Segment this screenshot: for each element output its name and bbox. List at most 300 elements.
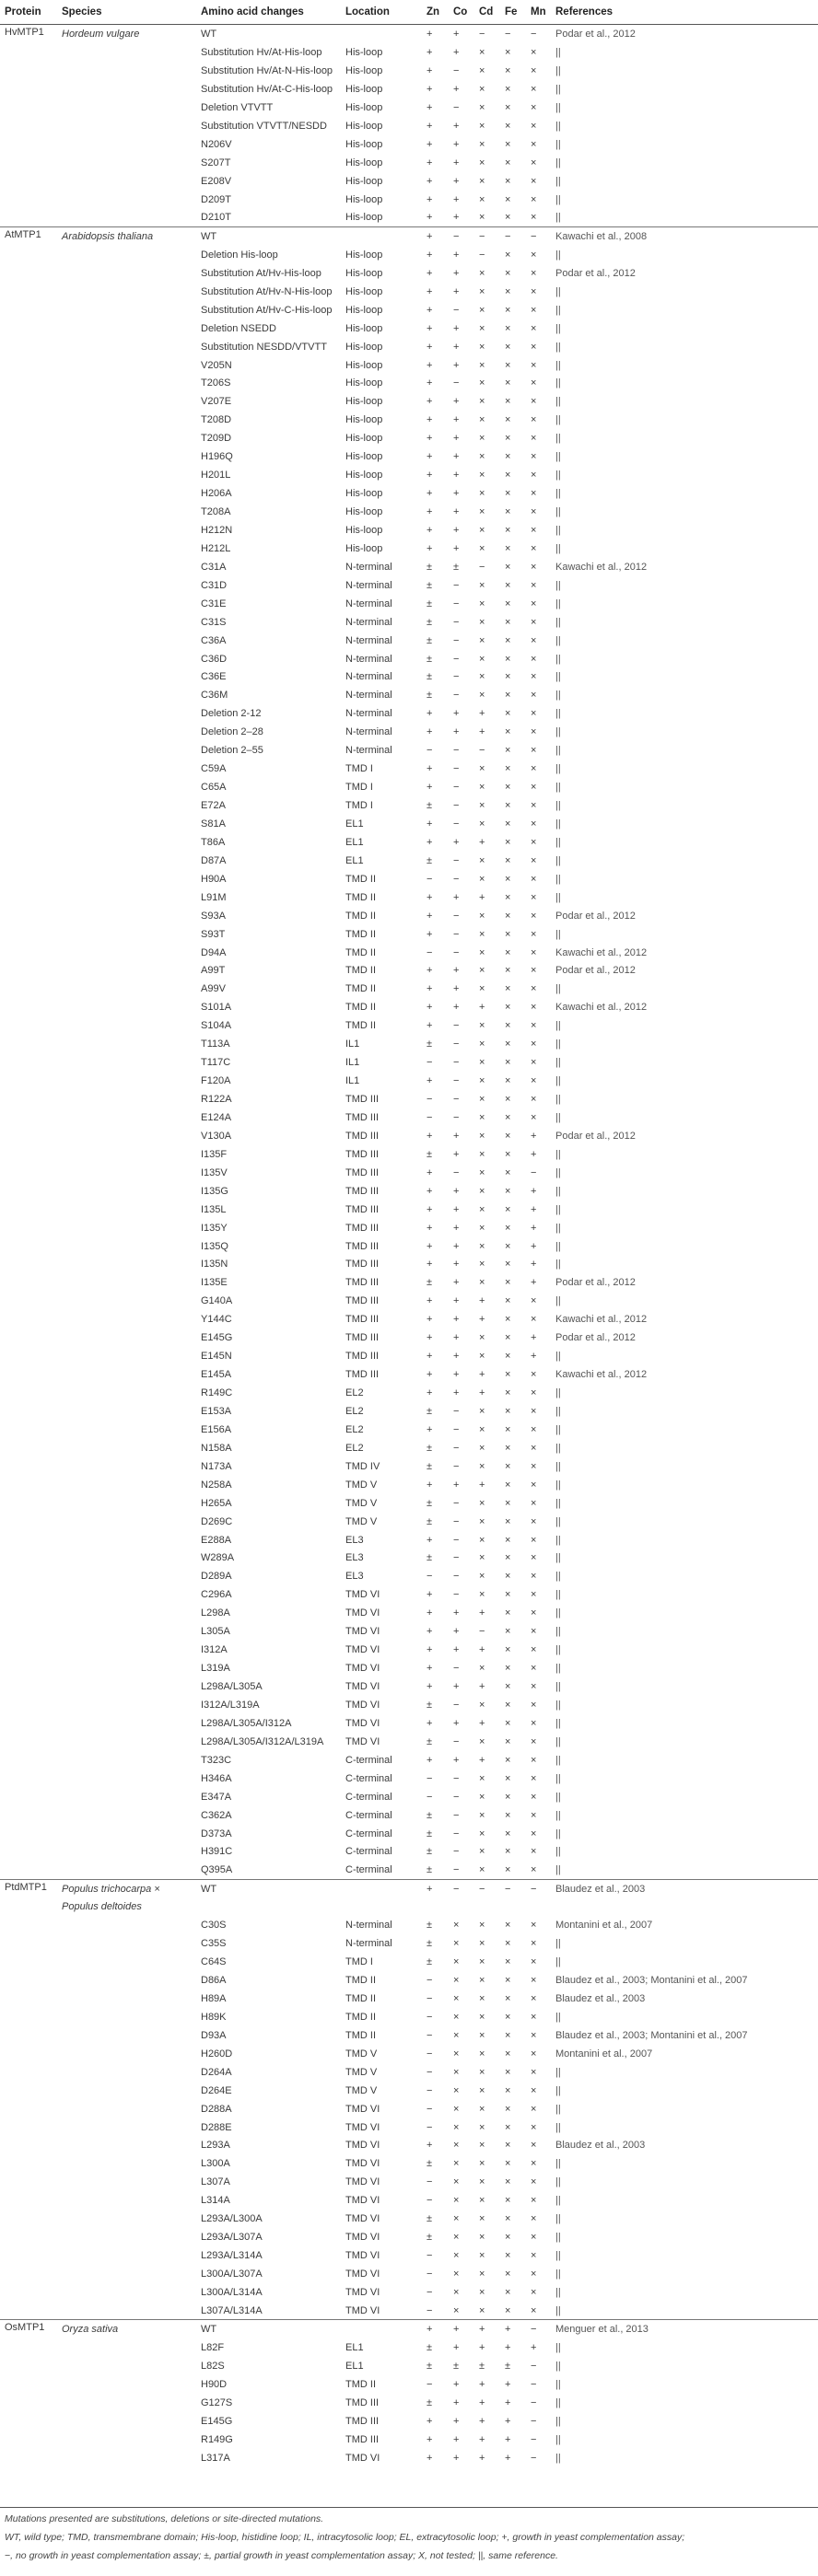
zn-cell: − (427, 1571, 433, 1583)
amino-acid-change-cell: Substitution Hv/At-His-loop (201, 47, 322, 58)
fe-cell: × (505, 561, 511, 573)
reference-cell: || (555, 1185, 561, 1197)
co-cell: + (453, 341, 460, 353)
cd-cell: × (479, 2103, 485, 2115)
mn-cell: × (531, 1846, 537, 1858)
protein-cell (0, 99, 57, 117)
mn-cell: × (531, 579, 537, 591)
protein-cell (0, 1219, 57, 1237)
species-cell (57, 1347, 196, 1365)
amino-acid-change-cell: H346A (201, 1772, 232, 1784)
table-row (0, 2082, 818, 2100)
location-cell: His-loop (345, 120, 383, 132)
mn-cell: × (531, 928, 537, 940)
species-cell (57, 2375, 196, 2394)
co-cell: × (453, 2011, 460, 2023)
species-cell (57, 796, 196, 815)
fe-cell: + (505, 2416, 511, 2428)
location-cell: TMD V (345, 1479, 378, 1491)
amino-acid-change-cell: L314A (201, 2195, 230, 2207)
species-cell (57, 1237, 196, 1256)
table-row (0, 1273, 818, 1292)
location-cell: TMD V (345, 1515, 378, 1527)
fe-cell: − (499, 226, 525, 246)
species-cell (57, 1825, 196, 1843)
amino-acid-change-cell: D87A (201, 854, 227, 866)
mn-cell: × (531, 1369, 537, 1381)
zn-cell: + (427, 1130, 433, 1142)
table-row (0, 2136, 818, 2154)
cd-cell: × (479, 2232, 485, 2244)
reference-cell: Kawachi et al., 2008 (551, 226, 818, 246)
location-cell: TMD VI (345, 2213, 380, 2225)
table-row (0, 686, 818, 704)
location-cell: His-loop (345, 488, 383, 500)
cd-cell: × (479, 782, 485, 794)
location-cell: His-loop (345, 83, 383, 95)
mn-cell: × (531, 708, 537, 720)
species-cell (57, 1916, 196, 1934)
reference-cell: || (555, 726, 561, 738)
protein-cell (0, 1182, 57, 1201)
zn-cell: − (427, 2250, 433, 2262)
amino-acid-change-cell: Deletion 2–55 (201, 745, 263, 757)
location-cell (341, 2320, 421, 2339)
amino-acid-change-cell: L298A/L305A/I312A (201, 1717, 292, 1729)
table-row (0, 1053, 818, 1072)
co-cell: − (453, 745, 460, 757)
fe-cell: × (505, 83, 511, 95)
co-cell: − (453, 598, 460, 609)
co-cell: + (453, 175, 460, 187)
mn-cell: + (531, 1240, 537, 1252)
protein-cell (0, 2173, 57, 2191)
cd-cell: + (479, 2379, 485, 2391)
amino-acid-change-cell: H89A (201, 1992, 227, 2004)
mn-cell: × (531, 1920, 537, 1932)
location-cell (341, 1879, 421, 1897)
protein-cell (0, 1145, 57, 1164)
reference-cell: || (555, 212, 561, 224)
location-cell: N-terminal (345, 745, 392, 757)
location-cell: His-loop (345, 396, 383, 408)
table-row (0, 99, 818, 117)
protein-cell (0, 1733, 57, 1751)
table-row (0, 1347, 818, 1365)
zn-cell: ± (427, 1828, 433, 1839)
cd-cell: − (473, 226, 499, 246)
fe-cell: × (505, 1057, 511, 1069)
amino-acid-change-cell: C36A (201, 634, 227, 646)
amino-acid-change-cell: C36M (201, 690, 228, 702)
species-cell (57, 2026, 196, 2045)
fe-cell: × (505, 1332, 511, 1344)
protein-cell (0, 1842, 57, 1861)
reference-cell: Montanini et al., 2007 (555, 1920, 653, 1932)
mn-cell: × (531, 2250, 537, 2262)
location-cell: N-terminal (345, 561, 392, 573)
species-cell (57, 1788, 196, 1806)
cd-cell: × (479, 763, 485, 775)
location-cell (341, 1897, 421, 1916)
mn-cell: × (531, 2066, 537, 2078)
amino-acid-change-cell: S93A (201, 910, 226, 922)
cd-cell: × (479, 433, 485, 445)
protein-cell (0, 723, 57, 741)
reference-cell: || (555, 2176, 561, 2188)
species-cell (57, 907, 196, 925)
protein-cell (0, 1255, 57, 1273)
cd-cell: × (479, 1130, 485, 1142)
co-cell: × (453, 2084, 460, 2096)
amino-acid-change-cell: E153A (201, 1405, 232, 1417)
table-row (0, 1127, 818, 1145)
location-cell: N-terminal (345, 671, 392, 683)
species-cell (57, 1164, 196, 1182)
cd-cell: × (479, 470, 485, 482)
protein-cell (0, 429, 57, 447)
zn-cell: − (427, 2103, 433, 2115)
fe-cell: + (499, 2320, 525, 2339)
fe-cell: × (505, 891, 511, 903)
mn-cell: × (531, 1828, 537, 1839)
reference-cell: || (555, 2269, 561, 2280)
species-cell (57, 686, 196, 704)
cd-cell: × (479, 1809, 485, 1821)
cd-cell: × (479, 1075, 485, 1087)
location-cell: N-terminal (345, 690, 392, 702)
cd-cell: × (479, 1956, 485, 1968)
zn-cell: ± (427, 2158, 433, 2170)
amino-acid-change-cell: I135F (201, 1148, 228, 1160)
reference-cell: || (555, 285, 561, 297)
protein-cell (0, 2265, 57, 2283)
fe-cell: × (505, 1387, 511, 1398)
table-row (0, 833, 818, 852)
species-cell (57, 2431, 196, 2449)
location-cell: His-loop (345, 175, 383, 187)
fe-cell: × (505, 1405, 511, 1417)
location-cell: TMD V (345, 2084, 378, 2096)
location-cell: TMD III (345, 1094, 380, 1105)
species-cell (57, 2357, 196, 2375)
mn-cell: × (531, 1552, 537, 1564)
protein-cell (0, 208, 57, 226)
zn-cell: − (427, 1975, 433, 1986)
zn-cell: ± (427, 653, 433, 665)
protein-cell: HvMTP1 (5, 27, 44, 38)
table-row (0, 62, 818, 80)
location-cell: His-loop (345, 64, 383, 76)
species-cell (57, 1622, 196, 1641)
zn-cell: + (427, 818, 433, 830)
table-row (0, 1201, 818, 1219)
zn-cell: + (427, 101, 433, 113)
reference-cell: || (555, 451, 561, 463)
co-cell: − (453, 579, 460, 591)
fe-cell: − (505, 29, 511, 40)
table-row (0, 1934, 818, 1953)
amino-acid-change-cell: I135Y (201, 1222, 228, 1234)
table-row (0, 650, 818, 668)
table-row (0, 907, 818, 925)
protein-cell (0, 1659, 57, 1677)
zn-cell: + (427, 1332, 433, 1344)
species-cell (57, 301, 196, 319)
co-cell: × (453, 1938, 460, 1950)
species-cell (57, 319, 196, 338)
zn-cell: + (427, 396, 433, 408)
fe-cell: × (505, 414, 511, 426)
reference-cell: Kawachi et al., 2012 (555, 1314, 648, 1326)
species-cell (57, 1201, 196, 1219)
zn-cell: + (427, 1002, 433, 1014)
co-cell: − (453, 1828, 460, 1839)
table-row (0, 466, 818, 484)
reference-cell: Podar et al., 2012 (555, 29, 636, 40)
mn-cell: × (531, 983, 537, 995)
amino-acid-change-cell: H212L (201, 542, 231, 554)
table-row (0, 2008, 818, 2026)
fe-cell: × (505, 120, 511, 132)
mn-cell: × (531, 285, 537, 297)
co-cell: × (453, 2048, 460, 2060)
protein-cell (0, 2191, 57, 2210)
species-cell (57, 2008, 196, 2026)
amino-acid-change-cell: S104A (201, 1020, 232, 1032)
fe-cell: × (505, 1185, 511, 1197)
fe-cell: × (505, 1460, 511, 1472)
location-cell: TMD III (345, 1351, 380, 1363)
mn-cell: × (531, 1644, 537, 1656)
co-cell: − (453, 1039, 460, 1050)
protein-cell (0, 2431, 57, 2449)
species-cell (57, 429, 196, 447)
amino-acid-change-cell: L300A/L314A (201, 2286, 263, 2298)
fe-cell: × (505, 1552, 511, 1564)
species-cell (57, 1053, 196, 1072)
table-row (0, 1255, 818, 1273)
co-cell: − (453, 1663, 460, 1675)
mn-cell: × (531, 359, 537, 371)
mn-cell: × (531, 836, 537, 848)
protein-cell (0, 2026, 57, 2045)
protein-cell (0, 1825, 57, 1843)
amino-acid-change-cell: H212N (201, 524, 233, 536)
reference-cell: || (555, 782, 561, 794)
cd-cell: × (479, 341, 485, 353)
amino-acid-change-cell: T113A (201, 1039, 230, 1050)
amino-acid-change-cell: C296A (201, 1589, 232, 1601)
fe-cell: × (505, 2048, 511, 2060)
species-cell (57, 741, 196, 760)
amino-acid-change-cell: A99V (201, 983, 226, 995)
fe-cell: × (505, 2286, 511, 2298)
zn-cell: + (427, 1387, 433, 1398)
mn-cell: × (531, 1020, 537, 1032)
reference-cell: || (555, 763, 561, 775)
species-cell (57, 833, 196, 852)
location-cell: His-loop (345, 157, 383, 168)
protein-cell (0, 2154, 57, 2173)
reference-cell: || (555, 470, 561, 482)
fe-cell: × (505, 763, 511, 775)
protein-cell (0, 1531, 57, 1549)
co-cell: + (453, 451, 460, 463)
species-cell (57, 2045, 196, 2063)
species-cell (57, 1513, 196, 1531)
cd-cell: × (479, 2286, 485, 2298)
zn-cell: ± (427, 2397, 433, 2409)
cd-cell: + (479, 726, 485, 738)
mn-cell: × (531, 1992, 537, 2004)
co-cell: + (453, 2342, 460, 2354)
location-cell: TMD VI (345, 2158, 380, 2170)
zn-cell: + (427, 1020, 433, 1032)
mn-cell: × (531, 414, 537, 426)
fe-cell: × (505, 2140, 511, 2152)
protein-cell (0, 1476, 57, 1494)
reference-cell: || (555, 1809, 561, 1821)
co-cell: × (453, 2213, 460, 2225)
protein-cell (0, 80, 57, 99)
table-row (0, 2191, 818, 2210)
co-cell (448, 1897, 473, 1916)
zn-cell: ± (427, 1735, 433, 1747)
location-cell: TMD VI (345, 1644, 380, 1656)
zn-cell: ± (427, 1920, 433, 1932)
species-cell (57, 1953, 196, 1971)
fe-cell: × (505, 690, 511, 702)
amino-acid-change-cell: E145N (201, 1351, 232, 1363)
co-cell: × (453, 2140, 460, 2152)
fe-cell (499, 1897, 525, 1916)
protein-cell (0, 1567, 57, 1585)
cd-cell: + (479, 1607, 485, 1619)
reference-cell: || (555, 2361, 561, 2373)
reference-cell: || (555, 64, 561, 76)
location-cell: TMD III (345, 1314, 380, 1326)
zn-cell: − (427, 1094, 433, 1105)
mn-cell: × (531, 2176, 537, 2188)
table-row (0, 246, 818, 264)
co-cell: + (453, 267, 460, 279)
table-row (0, 2412, 818, 2431)
co-cell: − (453, 1735, 460, 1747)
mn-cell: + (531, 1148, 537, 1160)
location-cell: TMD III (345, 1259, 380, 1271)
reference-cell: || (555, 1828, 561, 1839)
mn-cell: × (531, 1772, 537, 1784)
amino-acid-change-cell: D264E (201, 2084, 232, 2096)
protein-cell (0, 1164, 57, 1182)
location-cell: N-terminal (345, 616, 392, 628)
species-cell (57, 1219, 196, 1237)
fe-cell: × (505, 634, 511, 646)
fe-cell: × (505, 341, 511, 353)
table-row (0, 998, 818, 1016)
reference-cell: || (555, 193, 561, 205)
table-row (0, 319, 818, 338)
reference-cell: || (555, 1020, 561, 1032)
zn-cell: + (427, 524, 433, 536)
species-cell (57, 208, 196, 226)
location-cell: EL1 (345, 854, 364, 866)
zn-cell: − (427, 2176, 433, 2188)
table-row (0, 1090, 818, 1108)
fe-cell: × (505, 579, 511, 591)
table-row (0, 191, 818, 209)
mn-cell: × (531, 1699, 537, 1711)
reference-cell: Blaudez et al., 2003; Montanini et al., 2007 (555, 1975, 748, 1986)
cd-cell: + (479, 2416, 485, 2428)
amino-acid-change-cell: D373A (201, 1828, 232, 1839)
table-row (0, 2100, 818, 2118)
mn-cell: × (531, 1589, 537, 1601)
amino-acid-change-cell: E347A (201, 1791, 232, 1803)
amino-acid-change-cell: H90A (201, 873, 227, 885)
reference-cell: || (555, 1111, 561, 1123)
reference-cell: || (555, 873, 561, 885)
co-cell: + (453, 433, 460, 445)
co-cell: − (453, 928, 460, 940)
amino-acid-change-cell: H90D (201, 2379, 228, 2391)
location-cell: EL1 (345, 2361, 364, 2373)
fe-cell: × (505, 285, 511, 297)
table-row (0, 1457, 818, 1476)
zn-cell: + (427, 542, 433, 554)
amino-acid-change-cell: L305A (201, 1626, 230, 1638)
mn-cell: × (531, 2121, 537, 2133)
protein-cell (0, 1788, 57, 1806)
amino-acid-change-cell: E156A (201, 1423, 232, 1435)
fe-cell: × (505, 1938, 511, 1950)
protein-cell (0, 1696, 57, 1714)
mn-cell: × (531, 267, 537, 279)
reference-cell: || (555, 138, 561, 150)
zn-cell: + (427, 29, 433, 40)
mn-cell: × (531, 946, 537, 958)
reference-cell: || (555, 1717, 561, 1729)
zn-cell: ± (427, 1405, 433, 1417)
reference-cell: Kawachi et al., 2012 (555, 1369, 648, 1381)
protein-cell (0, 1806, 57, 1825)
zn-cell: + (427, 212, 433, 224)
cd-cell: × (479, 1259, 485, 1271)
species-cell (57, 2338, 196, 2357)
table-row (0, 503, 818, 521)
protein-cell (0, 650, 57, 668)
amino-acid-change-cell: C64S (201, 1956, 227, 1968)
table-row (0, 576, 818, 595)
mn-cell: + (531, 1130, 537, 1142)
zn-cell: + (427, 120, 433, 132)
co-cell: + (453, 542, 460, 554)
mn-cell: × (531, 891, 537, 903)
protein-cell (0, 1365, 57, 1384)
location-cell: TMD III (345, 2397, 380, 2409)
mn-cell: × (531, 1938, 537, 1950)
cd-cell: × (479, 800, 485, 811)
fe-cell: × (505, 506, 511, 517)
zn-cell: + (427, 285, 433, 297)
header-zn: Zn (427, 6, 440, 17)
fe-cell: × (505, 359, 511, 371)
cd-cell: × (479, 2011, 485, 2023)
cd-cell: × (479, 322, 485, 334)
zn-cell: − (427, 2195, 433, 2207)
location-cell: TMD III (345, 1240, 380, 1252)
